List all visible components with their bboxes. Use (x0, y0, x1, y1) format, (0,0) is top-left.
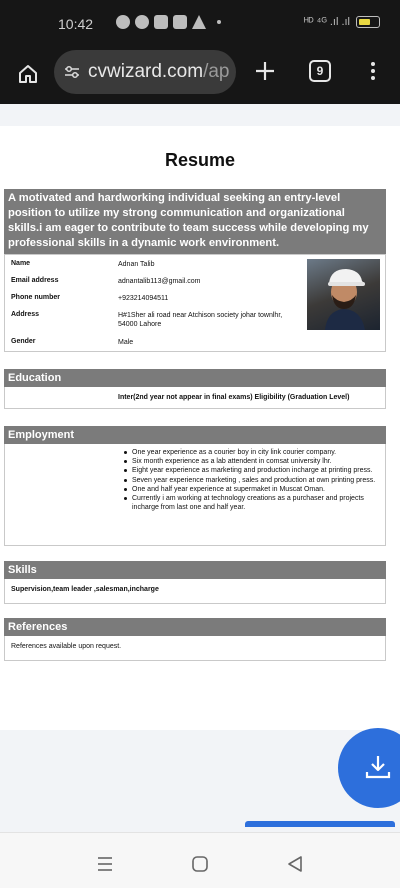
bottom-action-bar[interactable] (245, 821, 395, 827)
email-label: Email address (11, 277, 59, 284)
employment-list (132, 448, 382, 512)
education-box (4, 387, 386, 409)
list-item: One and half year experience at supermaket in Muscat Oman. (132, 485, 382, 494)
status-right (304, 16, 380, 28)
skills-box (4, 579, 386, 604)
list-item: Eight year experience as marketing and production incharge at printing press. (132, 466, 382, 475)
more-dot-icon (217, 20, 221, 24)
home-icon[interactable] (16, 62, 40, 86)
messenger-icon (135, 15, 149, 29)
list-item: Six month experience as a lab attendent in comsat university lhr. (132, 457, 382, 466)
notification-icons (116, 15, 221, 29)
name-value: Adnan Talib (118, 261, 155, 268)
list-item: Currently i am working at technology creations as a purchaser and projects incharge from last one and half year. (132, 494, 382, 512)
url-path: /ap (203, 61, 230, 82)
system-nav-bar (0, 832, 400, 888)
address-bar[interactable] (54, 50, 236, 94)
skills-heading: Skills (4, 561, 386, 579)
skills-text: Supervision,team leader ,salesman,incharge (11, 586, 159, 593)
email-value: adnantalib113@gmail.com (118, 278, 201, 285)
resume-page (0, 126, 400, 730)
instagram-icon (154, 15, 168, 29)
education-heading: Education (4, 369, 386, 387)
employment-heading: Employment (4, 426, 386, 444)
download-button[interactable] (338, 728, 400, 808)
status-time: 10:42 (58, 16, 94, 32)
gender-value: Male (118, 339, 134, 346)
tabs-icon[interactable] (309, 60, 331, 82)
list-item: One year experience as a courier boy in city link courier company. (132, 448, 382, 457)
references-text: References available upon request. (11, 643, 122, 650)
home-nav-icon[interactable] (191, 855, 209, 873)
tab-count: 9 (316, 64, 324, 78)
url-text (88, 61, 232, 83)
whatsapp-icon (116, 15, 130, 29)
profile-table (4, 254, 386, 352)
warning-icon (192, 15, 206, 29)
list-item: Seven year experience marketing , sales and production at own printing press. (132, 476, 382, 485)
browser-toolbar (0, 48, 400, 104)
page-title: Resume (164, 150, 236, 170)
battery-icon (356, 16, 380, 28)
references-box (4, 636, 386, 661)
education-entry: Inter(2nd year not appear in final exams) Eligibility (Graduation Level) (118, 394, 350, 401)
address-value: H#1Sher ali road near Atchison society johar townlhr, 54000 Lahore (118, 312, 283, 328)
back-icon[interactable] (286, 855, 304, 873)
signal-text: ᴴᴰ ⁴ᴳ .ıl .ıl (303, 16, 350, 28)
gender-label: Gender (11, 338, 36, 345)
download-icon (365, 754, 391, 780)
phone-value: +923214094511 (118, 295, 169, 302)
references-heading: References (4, 618, 386, 636)
employment-box (4, 444, 386, 546)
profile-photo (307, 259, 380, 330)
address-label: Address (11, 311, 40, 318)
plus-icon[interactable] (254, 60, 276, 82)
tune-icon[interactable] (64, 64, 80, 80)
phone-label: Phone number (11, 294, 61, 301)
objective-banner: A motivated and hardworking individual seeking an entry-level position to utilize my strong communication and organizational skills.i am eager to contribute to team success while developing my professional skills in a dynamic work environment. (4, 189, 386, 254)
status-bar (0, 0, 400, 48)
youtube-icon (173, 15, 187, 29)
more-vert-icon[interactable] (368, 60, 378, 82)
name-label: Name (11, 260, 31, 267)
recents-icon[interactable] (96, 855, 114, 873)
url-host: cvwizard.com (88, 61, 204, 82)
